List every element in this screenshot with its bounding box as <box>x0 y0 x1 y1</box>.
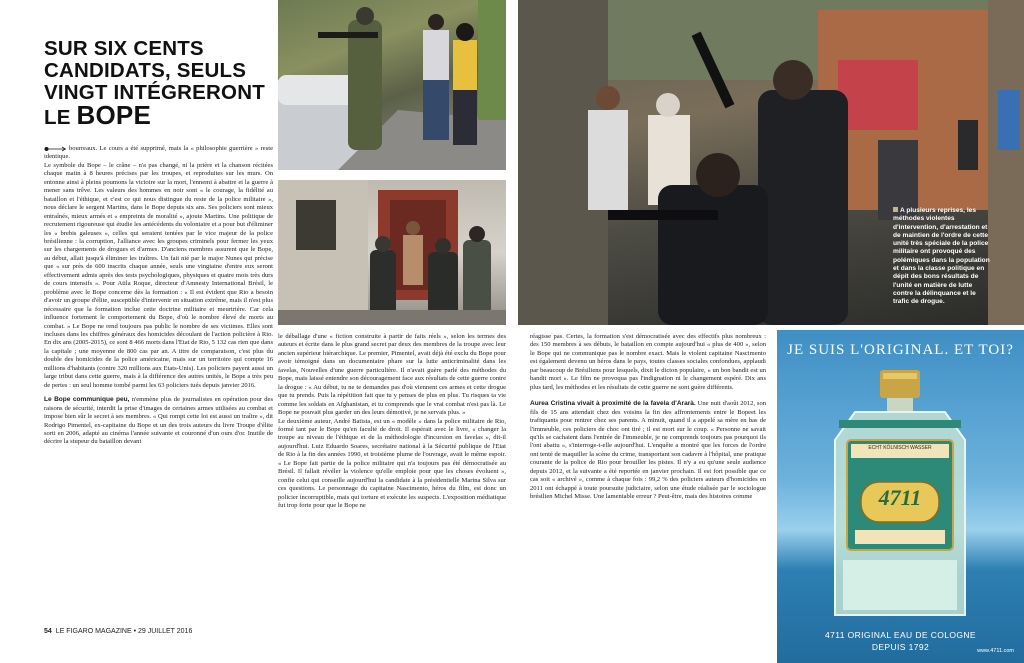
bottle-label-top: ECHT KÖLNISCH WASSER <box>868 445 932 451</box>
paragraph: Aurea Cristina vivait à proximité de la favela d'Ararà. Une nuit d'août 2012, son fils de 15 ans attendait chez des voisins la fin des affrontements entre le Bopeet les trafiquants pour rentrer chez ses parents. A minuit, quand il a appelé sa mère en bas de l'immeuble, ces policiers de choc ont tiré ; il est mort sur le coup. « Personne ne savait qu'ils se cachaient dans l'entrée de l'immeuble, je ne comprends toujours pas pourquoi ils l'ont abattu », s'interroge-t-elle aujourd'hui. L'enquête a montré que les forces de l'ordre ont tenté de maquiller la scène du crime, transportant son cadavre à l'hôpital, une pratique courante de la police de Rio pour brouiller les pistes. Il n'y a eu qu'une seule audience depuis 2012, et la suivante a été reportée en janvier prochain. Il est fort possible que ce cas soit « archivé », comme à chaque fois : 99,2 % des policiers auteurs d'homicides en 2011 ont échappé à toute poursuite judiciaire, selon une étude réalisée par le sociologue brésilien Michel Misse. Une lamentable erreur ? Peut-être, mais des histoires comme <box>530 400 766 501</box>
caption-marker-icon <box>893 207 898 212</box>
paragraph: Le deuxième auteur, André Batista, est un « modèle » dans la police militaire de Rio, formé tant par le Bope qu'en faculté de droit. Il espérait avec le livre, « changer la troupe au niveau de l'éthique et de la méthodologie d'incursion en favelas », dit-il aujourd'hui. Luiz Eduardo Soares, secrétaire national à la Sécurité publique de l'Etat de Rio à la fin des années 1990, et troisième plume de l'ouvrage, avait le même espoir. « Le Bope fait partie de la police militaire qui n'a toujours pas été démocratisée au Brésil. Il fallait révéler la violence qu'elle emploie pour que les choses évoluent », confie celui qui conseille aujourd'hui la candidate à la présidentielle Marina Silva sur ces questions. Le personnage du capitaine Nascimento, héros du film, est donc un policier incorruptible, mais qui torture et exécute les suspects. L'exposition médiatique fut trop forte pour que le Bope ne <box>278 417 506 510</box>
article-column-1 <box>44 145 273 623</box>
paragraph: Le Bope communique peu, n'emmène plus de journalistes en opération pour des raisons de sécurité, interdit la prise d'images de certaines armes utilisées au combat et impose bien sûr le secret à ses membres. « Qui rompt cette loi est aussi un traître », dit Rodrigo Pimentel, ex-capitaine du Bope et un des trois auteurs du livre Troupe d'élite sorti en 2006, adapté au cinéma l'année suivante et couronné d'un ours d'or. Inutile de décrire la stupeur du bataillon devant <box>44 396 273 446</box>
page-footer <box>44 628 192 635</box>
paragraph: bourreaux. Le cours a été supprimé, mais la « philosophie guerrière » reste identique. <box>44 145 273 161</box>
bottle-number: 4711 <box>878 485 922 510</box>
article-column-3 <box>530 333 766 623</box>
ad-url: www.4711.com <box>977 648 1014 654</box>
article-headline <box>44 38 276 129</box>
paragraph-lead: Le Bope communique peu, <box>44 396 130 404</box>
headline-line: VINGT INTÉGRERONT <box>44 81 265 104</box>
headline-le: LE <box>44 106 77 129</box>
headline-bope: BOPE <box>76 100 151 130</box>
headline-line: SUR SIX CENTS <box>44 37 204 60</box>
bottle-label-sub: EAU DE COLOGNE <box>879 453 921 458</box>
ad-product-line: 4711 ORIGINAL EAU DE COLOGNE <box>824 630 977 640</box>
photo-street-patrol <box>278 0 506 170</box>
paragraph-lead: Aurea Cristina vivait à proximité de la favela d'Ararà. <box>530 400 696 408</box>
paragraph: le déballage d'une « fiction construite à partir de faits réels », selon les termes des auteurs et écrite dans le plus grand secret par deux des membres de la troupe avec leur ancien supérieur hiérarchique. Le premier, Pimentel, avait déjà été exclu du Bope pour avoir témoigné dans un documentaire phare sur la lutte anticriminalité dans les favelas, Nouvelles d'une guerre particulière. Il n'avait guère parlé des méthodes du Bope, mais laissé entendre son découragement face aux résultats de cette guerre contre la drogue : « Au début, tu ne te demandes pas d'où viennent ces armes et cette drogue que tu prends. Puis la répétition fait que tu y penses de plus en plus. Tu risques ta vie comme les soldats en Afghanistan, et tu comprends que le vrai combat n'est pas là. Le Bope ne pouvait plus garder un des leurs démotivé, je ne servais plus. » <box>278 333 506 417</box>
article-column-2 <box>278 333 506 623</box>
headline-line: CANDIDATS, SEULS <box>44 59 247 82</box>
photo-caption: A plusieurs reprises, les méthodes violentes d'intervention, d'arrestation et de maintien de l'ordre de cette unité très spéciale de la police militaire ont provoqué des polémiques dans la population et dans la classe politique en dépit des bons résultats de l'unité en matière de lutte contre la délinquance et le trafic de drogue. <box>893 207 990 306</box>
photo-doorway-arrest <box>278 180 506 325</box>
ad-since-line: DEPUIS 1792 <box>871 642 930 652</box>
headline-line <box>44 100 276 130</box>
advertisement-4711 <box>777 330 1024 663</box>
continuation-arrow-icon <box>44 146 66 152</box>
publication-info: LE FIGARO MAGAZINE • 29 JUILLET 2016 <box>55 628 193 635</box>
page-number: 54 <box>44 628 52 635</box>
paragraph: Le symbole du Bope – le crâne – n'a pas changé, ni la prière et la chanson récitées chaque matin à 8 heures précises par les troupes, et reproduites sur les murs. On entonne ainsi à pleins poumons la victoire sur la mort, l'ennemi à abattre et la guerre à mener sans trêve. Les valeurs des hommes en noir sont « le courage, la fidélité au bataillon et l'éthique, et c'est ce qui nous distingue du reste de la police militaire », nous déclare le sergent Martins, dans le Bope depuis six ans. Ses policiers sont mieux entraînés, mieux armés et « empreints de moralité », ajoute Martins. Une politique de recrutement rigoureuse qui étudie les antécédents du volontaire et a pour but d'éliminer les « brebis galeuses », celles qui seraient tentées par le vice majeur de la police brésilienne : la corruption, l'alliance avec les groupes criminels pour fermer les yeux sur les chargements de drogues et d'armes. D'anciens membres assurent que le Bope, au début, allait jusqu'à éliminer les traîtres. Un fait nié par le major Nunes qui précise que « sur près de 600 inscrits chaque année, seuls une vingtaine d'entre eux seront effectivement admis après des tests psychologiques, physiques et quatre mois très durs de cours intensifs ». Pour Atila Roque, directeur d'Amnesty International Brésil, le problème avec le Bope concerne dès la formation : « Il est évident que Rio a besoin d'avoir un groupe d'élite, susceptible d'intervenir en situation extrême, mais il n'est plus nécessaire que la formation inclue cette doctrine militaire et meurtrière. Car cela influence fortement le comportement du Bope, d'où le nombre élevé de morts au combat. » Le Bope ne rend toujours pas public le nombre de ses victimes. Elles sont incluses dans les chiffres généraux des homicides découlant de l'action policière à Rio. En dix ans (2005-2015), ce sont 8 466 morts dans l'Etat de Rio, 5 132 cas rien que dans la capitale ; une moyenne de 800 cas par an. A titre de comparaison, c'est plus du double des homicides de la police américaine, mais sur un territoire qui compte 16 millions d'habitants (contre 320 millions aux Etats-Unis). Les policiers payent aussi un large tribut dans cette guerre, mais à la différence des autres unités, le Bope a très peu de pertes : un seul homme tombé parmi les 63 policiers tués depuis janvier 2016. <box>44 161 273 389</box>
paragraph: réagisse pas. Certes, la formation s'est démocratisée avec des effectifs plus nombreux : des 150 membres à ses débuts, le bataillon en compte aujourd'hui « plus de 400 », selon le Bope qui ne communique pas le nombre exact. Mais le violent capitaine Nascimento est également devenu un héros dans le pays, toutes classes sociales confondues, applaudi par beaucoup de Brésiliens pour lesquels, dixit le dicton populaire, « un bon bandit est un bandit mort ». Le film ne provoqua pas l'indignation ni le changement espéré. Dix ans plus tard, les méthodes et les résultats de cette guerre ne sont guère différents. <box>530 333 766 391</box>
ad-tagline: JE SUIS L'ORIGINAL. ET TOI? <box>787 342 1014 358</box>
